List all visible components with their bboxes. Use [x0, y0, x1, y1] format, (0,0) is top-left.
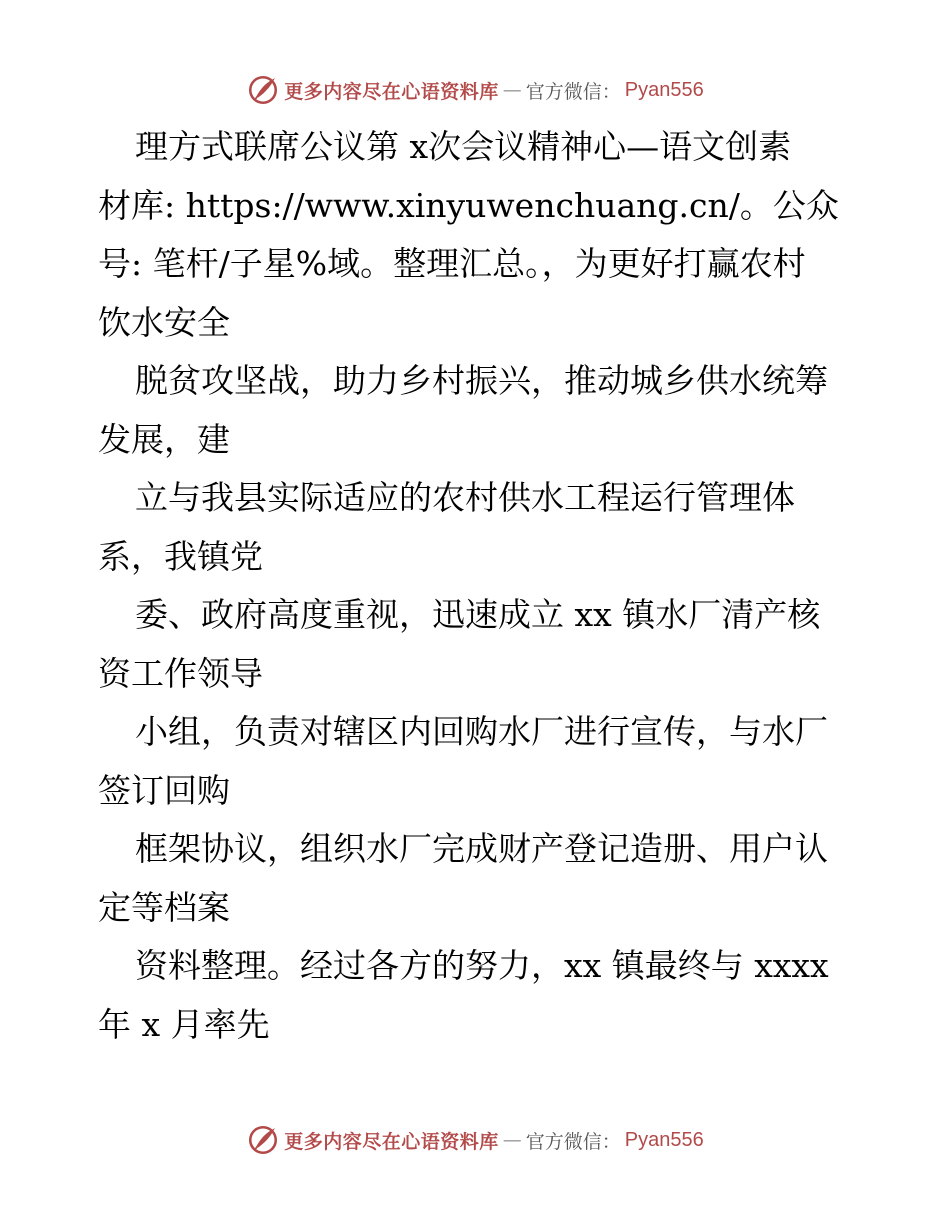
document-body	[98, 118, 858, 1054]
banner-wechat-label: 官方微信：	[525, 1130, 621, 1153]
text-line: 签订回购	[98, 770, 230, 810]
text-line: 号: 笔杆/子星%域。整理汇总。，为更好打赢农村	[98, 244, 806, 283]
header-banner-content	[246, 73, 704, 107]
text-line: 框架协议，组织水厂完成财产登记造册、用户认	[135, 829, 828, 868]
footer-banner-content	[246, 1123, 704, 1157]
banner-separator: —	[502, 1129, 522, 1151]
text-line: 立与我县实际适应的农村供水工程运行管理体	[135, 478, 795, 517]
text-line: 定等档案	[98, 887, 230, 927]
banner-separator: —	[502, 79, 522, 101]
feather-pen-logo-icon	[246, 73, 280, 107]
feather-pen-logo-icon	[246, 1123, 280, 1157]
text-line: 材库: https://www.xinyuwenchuang.cn/。公众	[98, 185, 839, 225]
text-line: 资料整理。经过各方的努力，xx 镇最终与 xxxx	[135, 946, 829, 985]
text-line: 小组，负责对辖区内回购水厂进行宣传，与水厂	[135, 712, 828, 751]
text-line: 资工作领导	[98, 653, 263, 693]
banner-text: 更多内容尽在心语资料库	[284, 1130, 499, 1153]
text-line: 理方式联席公议第 x次会议精神心—语文创素	[135, 127, 792, 166]
text-line: 系，我镇党	[98, 536, 263, 576]
banner-text: 更多内容尽在心语资料库	[284, 80, 499, 103]
header-banner	[0, 70, 950, 110]
text-line: 饮水安全	[98, 302, 230, 342]
banner-wechat-label: 官方微信：	[525, 80, 621, 103]
text-line: 年 x 月率先	[98, 1004, 270, 1044]
text-line: 发展，建	[98, 419, 230, 459]
footer-banner	[0, 1120, 950, 1160]
text-line: 委、政府高度重视，迅速成立 xx 镇水厂清产核	[135, 595, 821, 634]
banner-wechat-id: Pyan556	[624, 1128, 704, 1151]
banner-wechat-id: Pyan556	[624, 78, 704, 101]
text-line: 脱贫攻坚战，助力乡村振兴，推动城乡供水统筹	[135, 361, 828, 400]
